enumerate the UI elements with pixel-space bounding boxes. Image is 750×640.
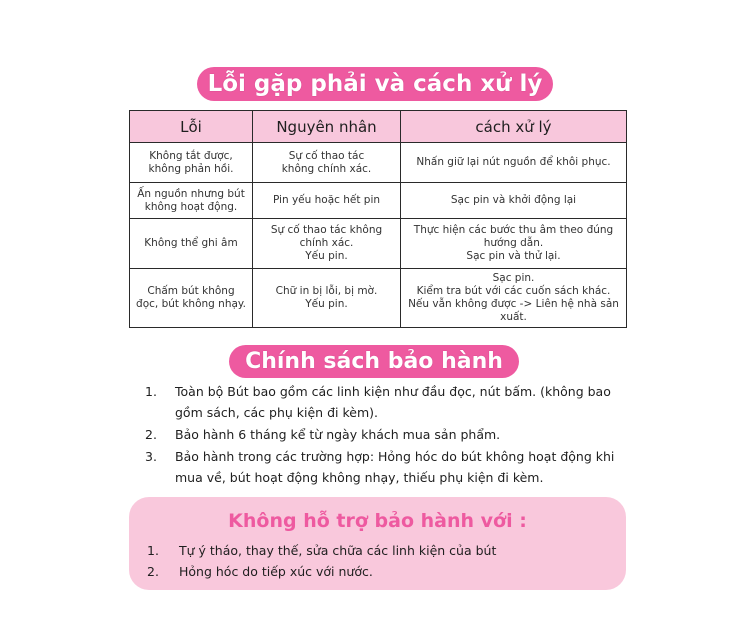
- list-number: 2.: [147, 564, 159, 579]
- cell-line: Kiểm tra bút với các cuốn sách khác.: [416, 285, 611, 297]
- list-item: [145, 424, 625, 445]
- list-item: [147, 561, 496, 582]
- list-item: [145, 446, 625, 488]
- header-fix: cách xử lý: [401, 111, 627, 143]
- cell-error: [130, 183, 253, 219]
- cell-fix: [401, 183, 627, 219]
- list-number: 1.: [147, 543, 159, 558]
- cell-fix: [401, 269, 627, 328]
- list-number: 1.: [145, 384, 157, 399]
- cell-line: không chính xác.: [281, 162, 372, 175]
- cell-line: hướng dẫn.: [483, 237, 544, 249]
- cell-line: Sạc pin và thử lại.: [466, 250, 561, 262]
- list-line: mua về, bút hoạt động không nhạy, thiếu phụ kiện đi kèm.: [175, 470, 544, 485]
- cell-line: Sạc pin và khởi động lại: [450, 194, 577, 206]
- no-warranty-list: [147, 540, 496, 582]
- cell-error: [130, 269, 253, 328]
- list-number: 3.: [145, 449, 157, 464]
- cell-cause: [253, 219, 401, 269]
- cell-line: Không tắt được,: [149, 149, 233, 162]
- errors-title: Lỗi gặp phải và cách xử lý: [197, 67, 553, 101]
- cell-cause: [253, 183, 401, 219]
- errors-table: [129, 110, 627, 328]
- table-row: [130, 269, 627, 328]
- header-cause: Nguyên nhân: [253, 111, 401, 143]
- table-row: [130, 219, 627, 269]
- list-line: gồm sách, các phụ kiện đi kèm).: [175, 405, 378, 420]
- cell-line: Sự cố thao tác: [288, 149, 365, 162]
- list-text: Tự ý tháo, thay thế, sửa chữa các linh kiện của bút: [179, 543, 497, 558]
- cell-line: chính xác.: [299, 237, 354, 249]
- cell-cause: [253, 269, 401, 328]
- cell-line: không hoạt động.: [144, 200, 238, 213]
- cell-error: [130, 143, 253, 183]
- cell-line: Pin yếu hoặc hết pin: [272, 194, 381, 206]
- cell-cause: [253, 143, 401, 183]
- list-line: Toàn bộ Bút bao gồm các linh kiện như đầu đọc, nút bấm. (không bao: [175, 384, 611, 399]
- cell-fix: [401, 219, 627, 269]
- cell-line: Sự cố thao tác không: [270, 224, 383, 236]
- list-item: [145, 381, 625, 423]
- no-warranty-box: [129, 497, 626, 590]
- cell-line: Thực hiện các bước thu âm theo đúng: [413, 224, 614, 236]
- list-text: Hỏng hóc do tiếp xúc với nước.: [179, 564, 373, 579]
- errors-table-header-row: [130, 111, 627, 143]
- list-item: [147, 540, 496, 561]
- list-line: Bảo hành trong các trường hợp: Hỏng hóc do bút không hoạt động khi: [175, 449, 615, 464]
- cell-line: Sạc pin.: [492, 272, 535, 284]
- cell-line: Nhấn giữ lại nút nguồn để khôi phục.: [416, 156, 611, 168]
- cell-line: không phản hồi.: [148, 162, 234, 175]
- cell-line: Nếu vẫn không được -> Liên hệ nhà sản xuất.: [408, 298, 619, 323]
- cell-line: Yếu pin.: [305, 298, 348, 310]
- no-warranty-title: Không hỗ trợ bảo hành với :: [228, 510, 527, 532]
- cell-fix: [401, 143, 627, 183]
- cell-error: [130, 219, 253, 269]
- cell-line: Yếu pin.: [305, 250, 348, 262]
- list-number: 2.: [145, 427, 157, 442]
- table-row: [130, 143, 627, 183]
- warranty-list: [145, 381, 625, 489]
- warranty-title: Chính sách bảo hành: [229, 345, 519, 378]
- cell-line: Không thể ghi âm: [144, 237, 238, 249]
- cell-line: Chữ in bị lỗi, bị mờ.: [275, 285, 378, 297]
- table-row: [130, 183, 627, 219]
- header-error: Lỗi: [130, 111, 253, 143]
- list-line: Bảo hành 6 tháng kể từ ngày khách mua sản phẩm.: [175, 427, 501, 442]
- cell-line: Ấn nguồn nhưng bút: [137, 187, 245, 200]
- cell-line: đọc, bút không nhạy.: [136, 298, 246, 310]
- cell-line: Chấm bút không: [147, 285, 235, 297]
